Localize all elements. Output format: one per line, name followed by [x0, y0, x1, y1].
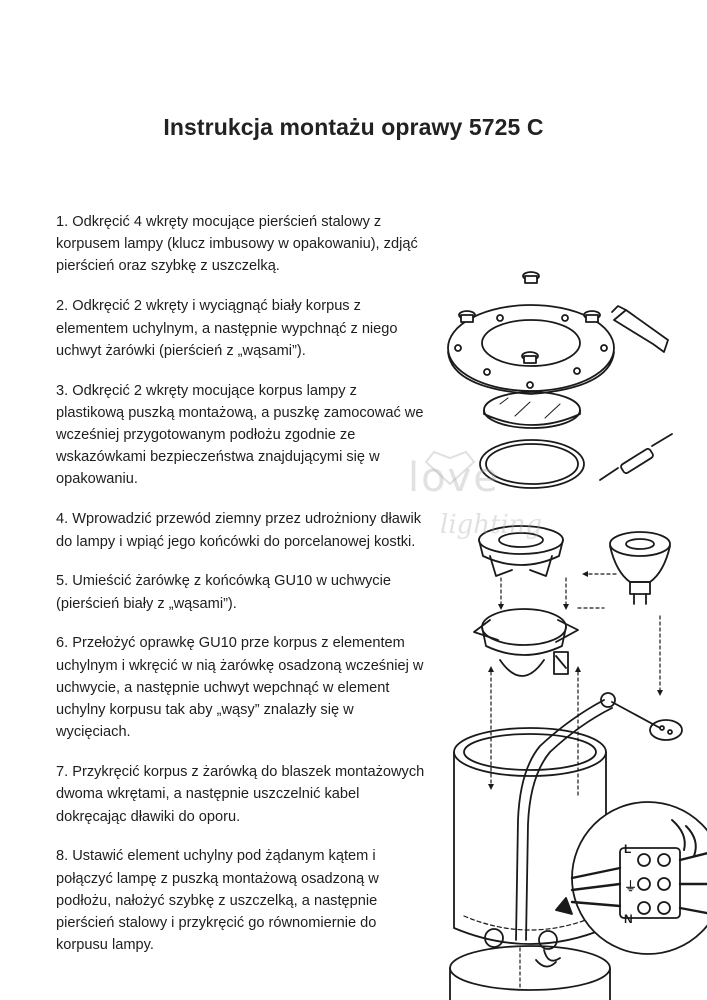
instruction-step-3: 3. Odkręcić 2 wkręty mocujące korpus lampy z plastikową puszką montażową, a puszkę zamocować we wcześniej przygotowanym podłożu zgodnie ze wskazówkami bezpieczeństwa znajdującymi się w opakowaniu. [56, 382, 424, 488]
terminal-detail [572, 802, 707, 954]
instruction-step-1: 1. Odkręcić 4 wkręty mocujące pierścień stalowy z korpusem lampy (klucz imbusowy w opakowaniu), zdjąć pierścień oraz szybkę z uszczelką. [56, 214, 418, 275]
terminal-label-neutral: N [624, 912, 633, 926]
screwdriver-icon [600, 434, 672, 480]
glass-pane [484, 392, 580, 428]
terminal-label-earth: ⏚ [624, 879, 638, 894]
assembly-arrows [491, 574, 660, 796]
assembly-diagram [420, 262, 707, 1000]
instruction-step-6: 6. Przełożyć oprawkę GU10 prze korpus z elementem uchylnym i wkręcić w nią żarówkę osadzoną wcześniej w uchwycie, a następnie uchwyt wepchnąć w element uchylny korpusu tak aby „wąsy” znalazły się w wycięciach. [56, 635, 424, 741]
watermark-text: love [408, 455, 500, 501]
gu10-bulb [610, 532, 670, 604]
instruction-steps [56, 211, 426, 974]
watermark-subtext: lighting [440, 510, 543, 540]
instruction-step-2: 2. Odkręcić 2 wkręty i wyciągnąć biały korpus z elementem uchylnym, a następnie wypchnąć z niego uchwyt żarówki (pierścień z „wąsami”). [56, 298, 398, 359]
instruction-step-7: 7. Przykręcić korpus z żarówką do blaszek montażowych dwoma wkrętami, a następnie uszczelnić kabel dokręcając dławiki do oporu. [56, 764, 425, 825]
instruction-step-5: 5. Umieścić żarówkę z końcówką GU10 w uchwycie (pierścień biały z „wąsami”). [56, 573, 391, 612]
terminal-label-live: L [624, 842, 632, 856]
tilting-element [474, 609, 578, 676]
instruction-step-8: 8. Ustawić element uchylny pod żądanym kątem i połączyć lampę z puszką montażową osadzoną w podłożu, nałożyć szybkę z uszczelką, a następnie pierścień stalowy i przykręcić go równomiernie do korpusu lampy. [56, 848, 379, 954]
page-title: Instrukcja montażu oprawy 5725 C [163, 114, 544, 140]
watermark-heart-icon [420, 448, 480, 488]
instruction-step-4: 4. Wprowadzić przewód ziemny przez udrożniony dławik do lampy i wpiąć jego końcówki do porcelanowej kostki. [56, 511, 421, 550]
allen-key-icon [612, 306, 668, 352]
